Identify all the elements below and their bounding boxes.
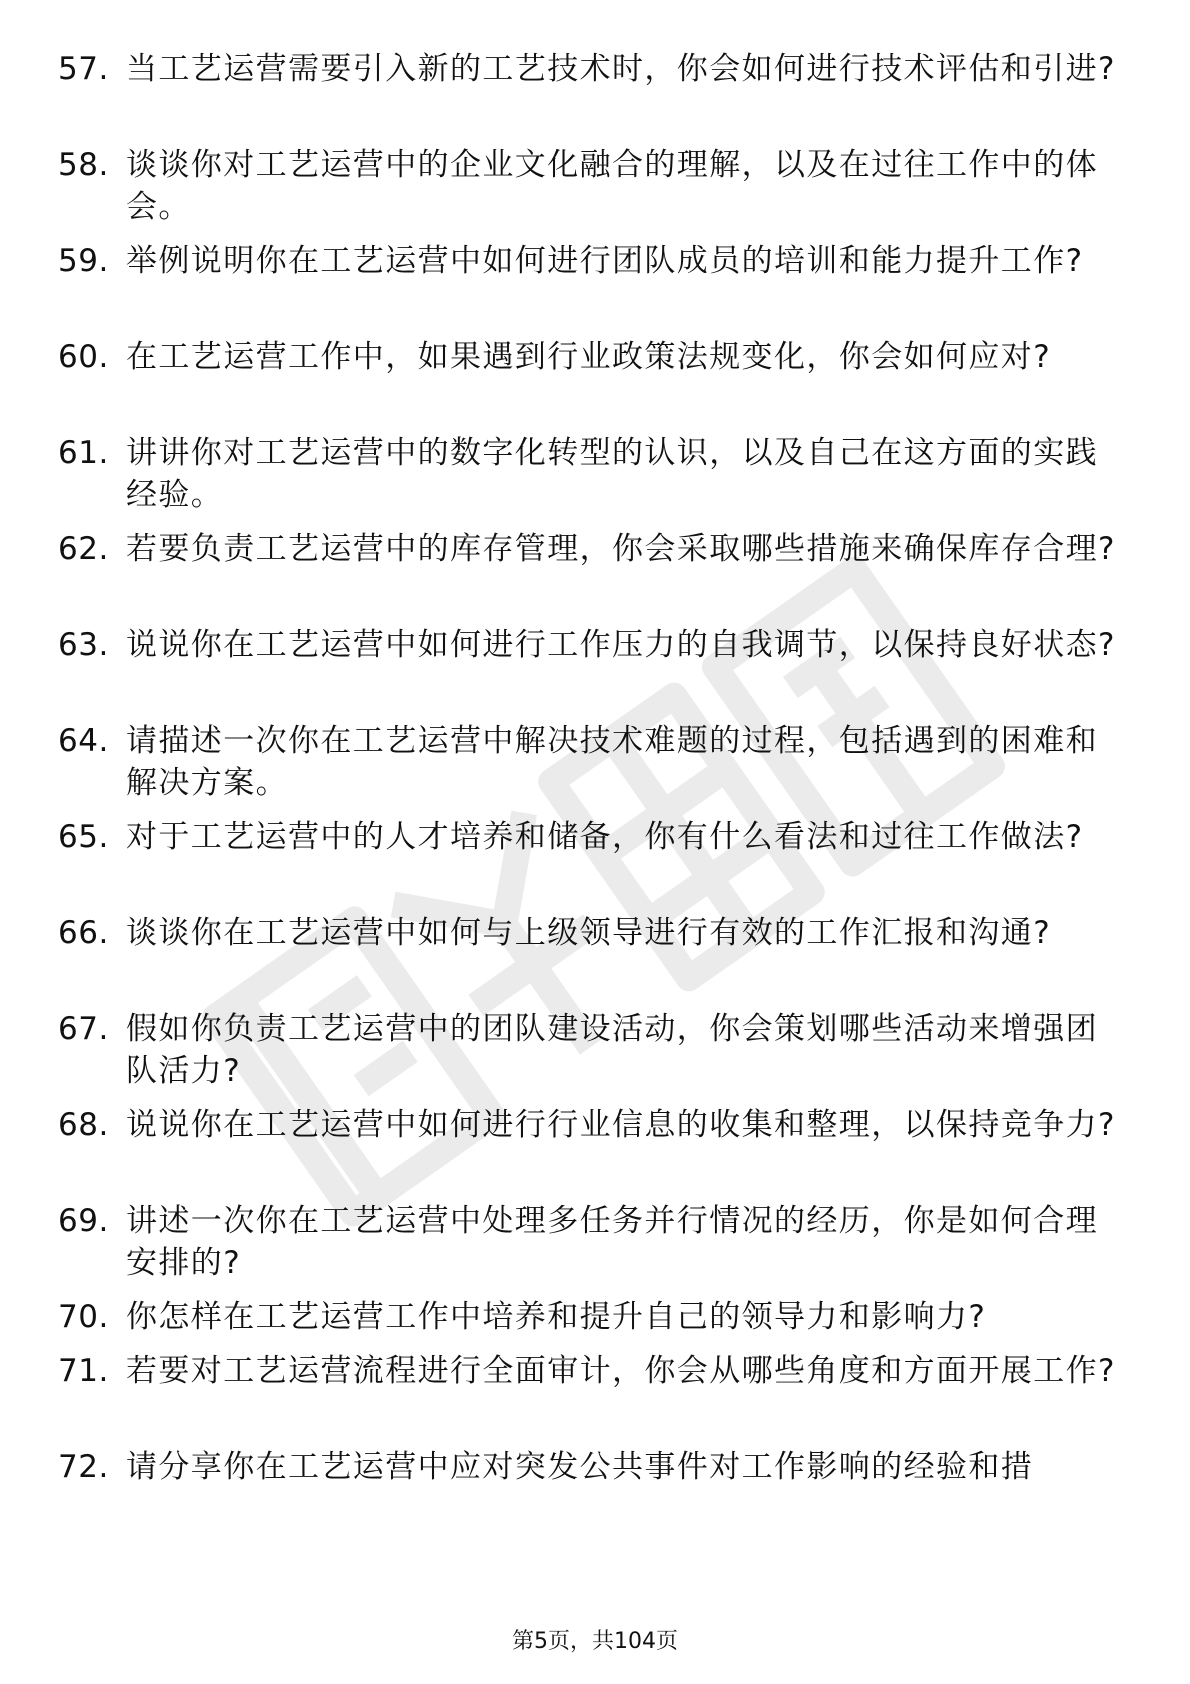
question-item xyxy=(58,336,1128,432)
question-item xyxy=(58,240,1128,336)
page-footer: 第5页，共104页 xyxy=(512,1629,678,1654)
question-number: 66. xyxy=(58,915,109,951)
question-text: 假如你负责工艺运营中的团队建设活动，你会策划哪些活动来增强团队活力? xyxy=(126,1011,1098,1089)
question-item xyxy=(58,528,1128,624)
question-number: 68. xyxy=(58,1107,109,1143)
question-number: 64. xyxy=(58,723,109,759)
question-number: 60. xyxy=(58,339,109,375)
question-item xyxy=(58,912,1128,1008)
question-text: 若要负责工艺运营中的库存管理，你会采取哪些措施来确保库存合理? xyxy=(126,531,1116,567)
question-number: 72. xyxy=(58,1449,109,1485)
question-text: 讲讲你对工艺运营中的数字化转型的认识，以及自己在这方面的实践经验。 xyxy=(126,435,1098,513)
question-item xyxy=(58,1446,1128,1500)
question-item xyxy=(58,1350,1128,1446)
question-list xyxy=(0,48,1190,1500)
question-number: 59. xyxy=(58,243,109,279)
question-text: 说说你在工艺运营中如何进行工作压力的自我调节，以保持良好状态? xyxy=(126,627,1116,663)
question-text: 请描述一次你在工艺运营中解决技术难题的过程，包括遇到的困难和解决方案。 xyxy=(126,723,1098,801)
question-number: 67. xyxy=(58,1011,109,1047)
question-text: 举例说明你在工艺运营中如何进行团队成员的培训和能力提升工作? xyxy=(126,243,1084,279)
question-item xyxy=(58,720,1128,816)
question-number: 62. xyxy=(58,531,109,567)
question-text: 谈谈你在工艺运营中如何与上级领导进行有效的工作汇报和沟通? xyxy=(126,915,1052,951)
question-item xyxy=(58,48,1128,144)
question-item xyxy=(58,1296,1128,1350)
question-item xyxy=(58,624,1128,720)
question-text: 若要对工艺运营流程进行全面审计，你会从哪些角度和方面开展工作? xyxy=(126,1353,1116,1389)
question-number: 69. xyxy=(58,1203,109,1239)
question-item xyxy=(58,144,1128,240)
question-item xyxy=(58,1008,1128,1104)
question-text: 讲述一次你在工艺运营中处理多任务并行情况的经历，你是如何合理安排的? xyxy=(126,1203,1098,1281)
question-number: 58. xyxy=(58,147,109,183)
question-text: 对于工艺运营中的人才培养和储备，你有什么看法和过往工作做法? xyxy=(126,819,1084,855)
question-text: 请分享你在工艺运营中应对突发公共事件对工作影响的经验和措 xyxy=(126,1449,1034,1485)
question-text: 你怎样在工艺运营工作中培养和提升自己的领导力和影响力? xyxy=(126,1299,987,1335)
question-number: 61. xyxy=(58,435,109,471)
question-number: 65. xyxy=(58,819,109,855)
question-number: 63. xyxy=(58,627,109,663)
question-number: 57. xyxy=(58,51,109,87)
question-text: 说说你在工艺运营中如何进行行业信息的收集和整理，以保持竞争力? xyxy=(126,1107,1116,1143)
question-number: 70. xyxy=(58,1299,109,1335)
question-item xyxy=(58,1200,1128,1296)
question-text: 当工艺运营需要引入新的工艺技术时，你会如何进行技术评估和引进? xyxy=(126,51,1116,87)
question-item xyxy=(58,816,1128,912)
question-item xyxy=(58,1104,1128,1200)
question-text: 在工艺运营工作中，如果遇到行业政策法规变化，你会如何应对? xyxy=(126,339,1052,375)
question-item xyxy=(58,432,1128,528)
question-number: 71. xyxy=(58,1353,109,1389)
question-text: 谈谈你对工艺运营中的企业文化融合的理解，以及在过往工作中的体会。 xyxy=(126,147,1098,225)
